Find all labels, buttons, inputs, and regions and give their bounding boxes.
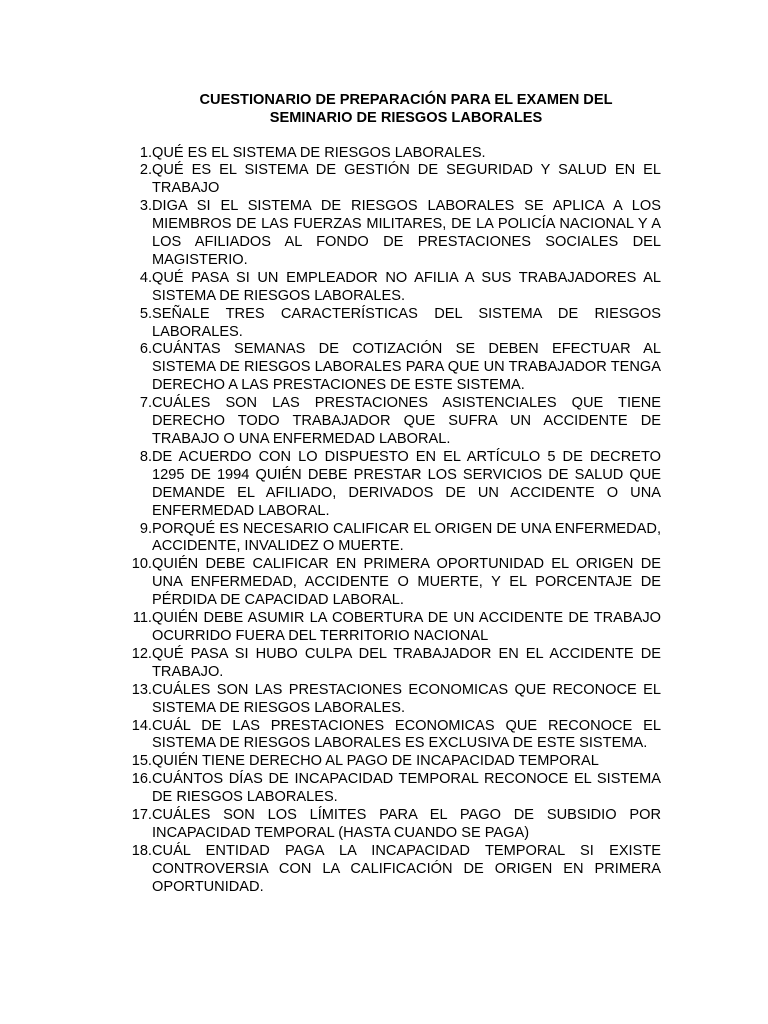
document-title-line-2: SEMINARIO DE RIESGOS LABORALES	[269, 109, 543, 126]
question-number: 15.	[131, 753, 152, 770]
question-item	[125, 270, 661, 306]
question-item	[125, 843, 661, 897]
question-text: QUÉ ES EL SISTEMA DE RIESGOS LABORALES.	[152, 144, 486, 161]
question-item	[125, 145, 661, 163]
question-text: CUÁLES SON LAS PRESTACIONES ECONOMICAS QUE RECONOCE EL SISTEMA DE RIESGOS LABORALES.	[152, 681, 661, 716]
question-text: CUÁLES SON LAS PRESTACIONES ASISTENCIALES QUE TIENE DERECHO TODO TRABAJADOR QUE SUFRA UN ACCIDENTE DE TRABAJO O UNA ENFERMEDAD LABORAL.	[152, 395, 661, 447]
question-text: DIGA SI EL SISTEMA DE RIESGOS LABORALES SE APLICA A LOS MIEMBROS DE LAS FUERZAS MILITARES, DE LA POLICÍA NACIONAL Y A LOS AFILIADOS AL FONDO DE PRESTACIONES SOCIALES DEL MAGISTERIO.	[152, 198, 661, 268]
question-item	[125, 610, 661, 646]
question-item	[125, 162, 661, 198]
question-text: CUÁL ENTIDAD PAGA LA INCAPACIDAD TEMPORAL SI EXISTE CONTROVERSIA CON LA CALIFICACIÓN DE ORIGEN EN PRIMERA OPORTUNIDAD.	[152, 842, 661, 895]
question-text: CUÁNTOS DÍAS DE INCAPACIDAD TEMPORAL RECONOCE EL SISTEMA DE RIESGOS LABORALES.	[152, 771, 661, 806]
question-text: DE ACUERDO CON LO DISPUESTO EN EL ARTÍCULO 5 DE DECRETO 1295 DE 1994 QUIÉN DEBE PRESTAR LOS SERVICIOS DE SALUD QUE DEMANDE EL AFILIADO, DERIVADOS DE UN ACCIDENTE O UNA ENFERMEDAD LABORAL.	[152, 448, 661, 519]
question-text: QUIÉN TIENE DERECHO AL PAGO DE INCAPACIDAD TEMPORAL	[152, 753, 599, 770]
question-number: 3.	[139, 198, 152, 215]
question-text: CUÁLES SON LOS LÍMITES PARA EL PAGO DE SUBSIDIO POR INCAPACIDAD TEMPORAL (HASTA CUANDO SE PAGA)	[152, 807, 661, 841]
question-item	[125, 771, 661, 807]
question-text: QUÉ PASA SI HUBO CULPA DEL TRABAJADOR EN EL ACCIDENTE DE TRABAJO.	[152, 645, 661, 680]
question-number: 18.	[131, 842, 152, 859]
question-number: 10.	[131, 556, 152, 573]
question-text: CUÁNTAS SEMANAS DE COTIZACIÓN SE DEBEN EFECTUAR AL SISTEMA DE RIESGOS LABORALES PARA QUE UN TRABAJADOR TENGA DERECHO A LAS PRESTACIONES DE ESTE SISTEMA.	[152, 341, 661, 394]
question-text: SEÑALE TRES CARACTERÍSTICAS DEL SISTEMA DE RIESGOS LABORALES.	[152, 305, 661, 340]
question-text: PORQUÉ ES NECESARIO CALIFICAR EL ORIGEN DE UNA ENFERMEDAD, ACCIDENTE, INVALIDEZ O MUERTE.	[152, 520, 661, 555]
question-item	[125, 556, 661, 610]
question-item	[125, 682, 661, 718]
question-number: 11.	[132, 610, 152, 627]
question-item	[125, 306, 661, 342]
question-number: 2.	[139, 162, 152, 179]
question-text: CUÁL DE LAS PRESTACIONES ECONOMICAS QUE RECONOCE EL SISTEMA DE RIESGOS LABORALES ES EXCLUSIVA DE ESTE SISTEMA.	[152, 717, 661, 752]
question-item	[125, 521, 661, 557]
question-item	[125, 718, 661, 754]
question-text: QUÉ PASA SI UN EMPLEADOR NO AFILIA A SUS TRABAJADORES AL SISTEMA DE RIESGOS LABORALES.	[152, 269, 661, 304]
question-number: 5.	[139, 305, 152, 322]
question-number: 8.	[139, 448, 152, 465]
question-text: QUIÉN DEBE ASUMIR LA COBERTURA DE UN ACCIDENTE DE TRABAJO OCURRIDO FUERA DEL TERRITORIO NACIONAL	[152, 610, 661, 644]
question-number: 9.	[139, 520, 152, 537]
question-text: QUIÉN DEBE CALIFICAR EN PRIMERA OPORTUNIDAD EL ORIGEN DE UNA ENFERMEDAD, ACCIDENTE O MUERTE, Y EL PORCENTAJE DE PÉRDIDA DE CAPACIDAD LABORAL.	[152, 556, 661, 609]
question-number: 7.	[139, 395, 152, 412]
question-number: 6.	[139, 341, 152, 358]
question-item	[125, 198, 661, 270]
question-number: 12.	[131, 645, 152, 662]
question-number: 13.	[131, 681, 152, 698]
question-number: 17.	[131, 807, 152, 824]
question-number: 14.	[131, 717, 152, 734]
document-title-line-1: CUESTIONARIO DE PREPARACIÓN PARA EL EXAMEN DEL	[199, 92, 613, 108]
question-item	[125, 646, 661, 682]
question-item	[125, 753, 661, 771]
document-title	[0, 92, 768, 127]
question-number: 4.	[139, 269, 152, 286]
question-item	[125, 807, 661, 843]
question-number: 1.	[139, 144, 152, 161]
question-item	[125, 341, 661, 395]
question-number: 16.	[131, 771, 152, 788]
question-text: QUÉ ES EL SISTEMA DE GESTIÓN DE SEGURIDAD Y SALUD EN EL TRABAJO	[152, 162, 661, 197]
question-item	[125, 395, 661, 449]
question-item	[125, 449, 661, 521]
question-list	[125, 145, 661, 897]
